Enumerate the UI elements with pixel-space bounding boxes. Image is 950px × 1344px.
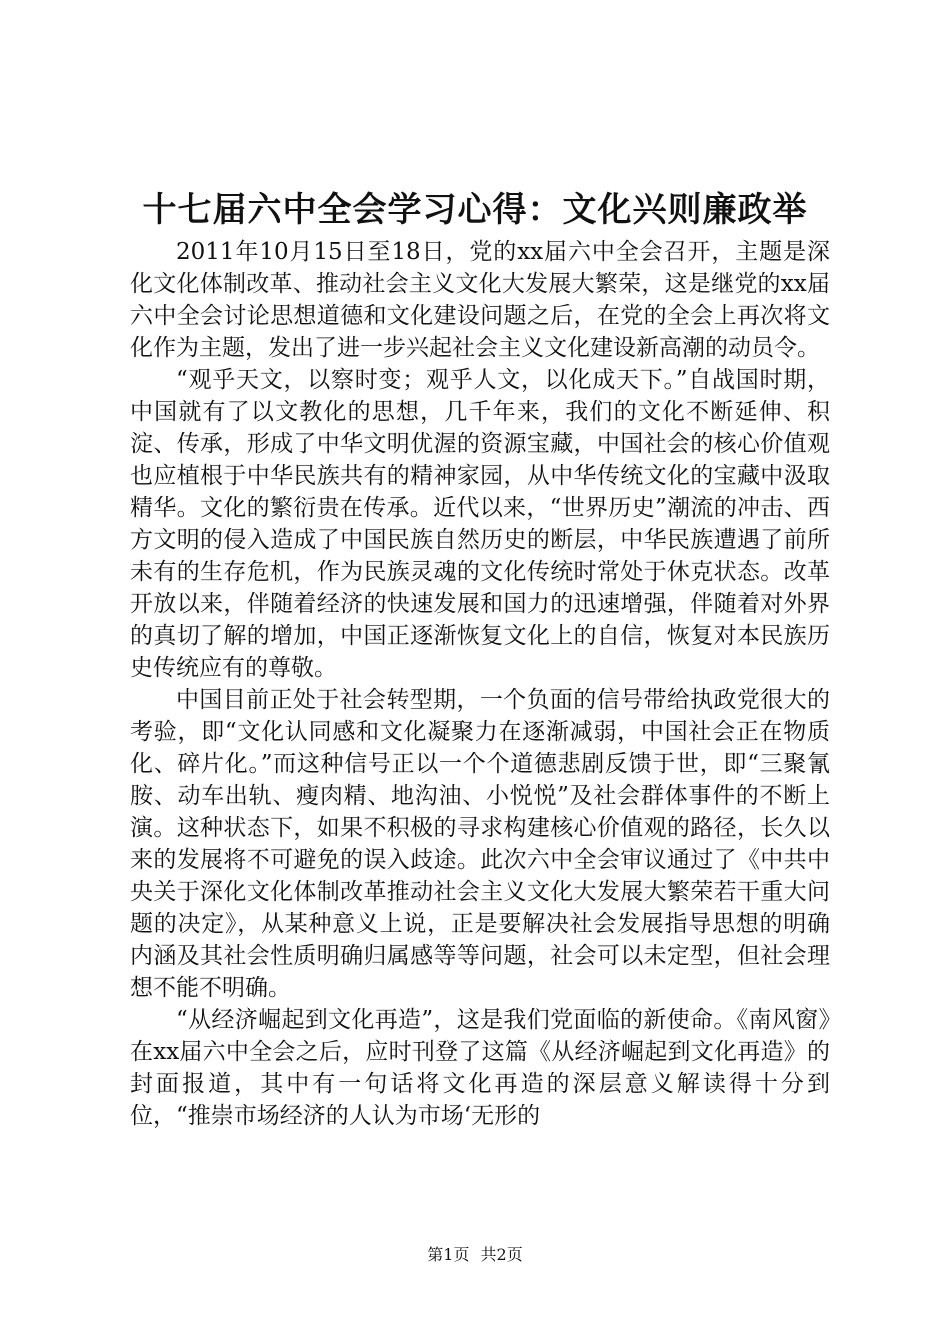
document-body (130, 236, 830, 1132)
document-title: 十七届六中全会学习心得：文化兴则廉政举 (142, 190, 808, 230)
paragraph-3: 中国目前正处于社会转型期，一个负面的信号带给执政党很大的考验，即“文化认同感和文化凝聚力在逐渐减弱，中国社会正在物质化、碎片化。”而这种信号正以一个个道德悲剧反馈于世，即“三聚氰胺、动车出轨、瘦肉精、地沟油、小悦悦”及社会群体事件的不断上演。这种状态下，如果不积极的寻求构建核心价值观的路径，长久以来的发展将不可避免的误入歧途。此次六中全会审议通过了《中共中央关于深化文化体制改革推动社会主义文化大发展大繁荣若干重大问题的决定》，从某种意义上说，正是要解决社会发展指导思想的明确内涵及其社会性质明确归属感等等问题，社会可以未定型，但社会理想不能不明确。 (130, 687, 830, 1001)
paragraph-1: 2011年10月15日至18日，党的xx届六中全会召开，主题是深化文化体制改革、推动社会主义文化大发展大繁荣，这是继党的xx届六中全会讨论思想道德和文化建设问题之后，在党的全会上再次将文化作为主题，发出了进一步兴起社会主义文化建设新高潮的动员令。 (130, 239, 830, 361)
page-number-current: 第1页 (427, 1245, 470, 1264)
paragraph-2: “观乎天文，以察时变；观乎人文，以化成天下。”自战国时期，中国就有了以文教化的思想，几千年来，我们的文化不断延伸、积淀、传承，形成了中华文明优渥的资源宝藏，中国社会的核心价值观也应植根于中华民族共有的精神家园，从中华传统文化的宝藏中汲取精华。文化的繁衍贵在传承。近代以来，“世界历史”潮流的冲击、西方文明的侵入造成了中国民族自然历史的断层，中华民族遭遇了前所未有的生存危机，作为民族灵魂的文化传统时常处于休克状态。改革开放以来，伴随着经济的快速发展和国力的迅速增强，伴随着对外界的真切了解的增加，中国正逐渐恢复文化上的自信，恢复对本民族历史传统应有的尊敬。 (130, 367, 830, 681)
paragraph-4: “从经济崛起到文化再造”，这是我们党面临的新使命。《南风窗》在xx届六中全会之后，应时刊登了这篇《从经济崛起到文化再造》的封面报道，其中有一句话将文化再造的深层意义解读得十分到位，“推崇市场经济的人认为市场‘无形的 (130, 1007, 830, 1129)
page-number-total: 共2页 (480, 1245, 523, 1264)
page-footer (0, 1244, 950, 1266)
